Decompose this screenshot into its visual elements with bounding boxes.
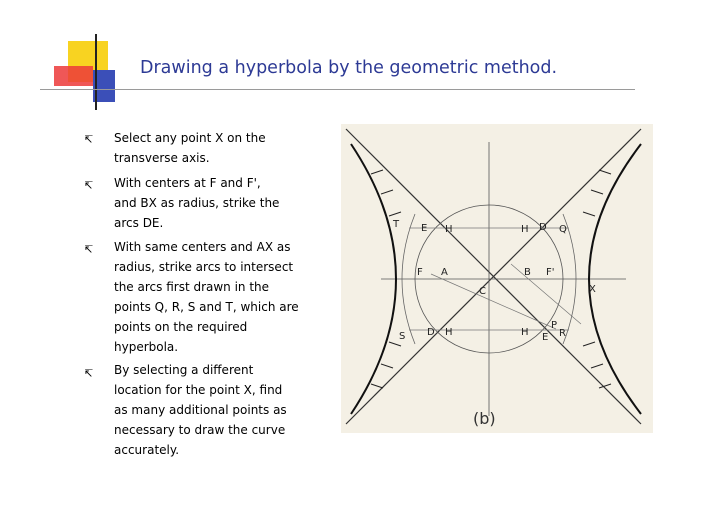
label-F-prime: F': [546, 267, 555, 278]
bullet-line: arcs DE.: [114, 216, 164, 230]
bullet-line: radius, strike arcs to intersect: [114, 260, 294, 274]
label-F: F: [417, 267, 423, 278]
bullet-line: necessary to draw the curve: [114, 423, 286, 437]
bullet-icon: ↸: [84, 179, 94, 192]
label-C: C: [479, 286, 486, 297]
label-B: B: [524, 267, 531, 278]
label-X: X: [589, 284, 596, 295]
bullet-text-2: [114, 173, 319, 233]
slide-title: Drawing a hyperbola by the geometric method.: [140, 58, 558, 78]
hyperbola-figure: [341, 124, 653, 433]
bullet-line: location for the point X, find: [114, 383, 283, 397]
bullet-line: Select any point X on the: [114, 131, 266, 145]
bullet-line: points Q, R, S and T, which are: [114, 300, 299, 314]
bullet-line: With same centers and AX as: [114, 240, 291, 254]
label-E-left: E: [421, 223, 428, 234]
bullet-line: and BX as radius, strike the: [114, 196, 280, 210]
label-T: T: [393, 219, 400, 230]
label-H-lower-right: H: [521, 327, 529, 338]
decor-vertical-line: [95, 34, 97, 110]
bullet-text-1: [114, 128, 319, 168]
label-E-right: E: [542, 332, 549, 343]
bullet-text-3: [114, 237, 319, 357]
decor-red-bar: [54, 66, 93, 86]
label-S: S: [399, 331, 406, 342]
bullet-line: points on the required: [114, 320, 248, 334]
bullet-icon: ↸: [84, 367, 94, 380]
label-D-lower: D: [427, 327, 435, 338]
bullet-line: By selecting a different: [114, 363, 254, 377]
title-underline: [40, 89, 635, 90]
bullet-line: hyperbola.: [114, 340, 179, 354]
label-H-upper-left: H: [445, 224, 453, 235]
bullet-line: accurately.: [114, 443, 180, 457]
hyperbola-drawing: [341, 124, 653, 433]
bullet-line: With centers at F and F',: [114, 176, 261, 190]
bullet-line: transverse axis.: [114, 151, 210, 165]
bullet-line: as many additional points as: [114, 403, 287, 417]
bullet-icon: ↸: [84, 243, 94, 256]
label-D-upper: D: [539, 222, 547, 233]
figure-caption: (b): [473, 409, 496, 428]
label-R: R: [559, 328, 566, 339]
label-P: P: [551, 320, 558, 331]
bullet-line: the arcs first drawn in the: [114, 280, 270, 294]
label-H-upper-right: H: [521, 224, 529, 235]
label-H-lower-left: H: [445, 327, 453, 338]
label-Q: Q: [559, 224, 567, 235]
label-A: A: [441, 267, 448, 278]
bullet-icon: ↸: [84, 133, 94, 146]
bullet-text-4: [114, 360, 319, 460]
